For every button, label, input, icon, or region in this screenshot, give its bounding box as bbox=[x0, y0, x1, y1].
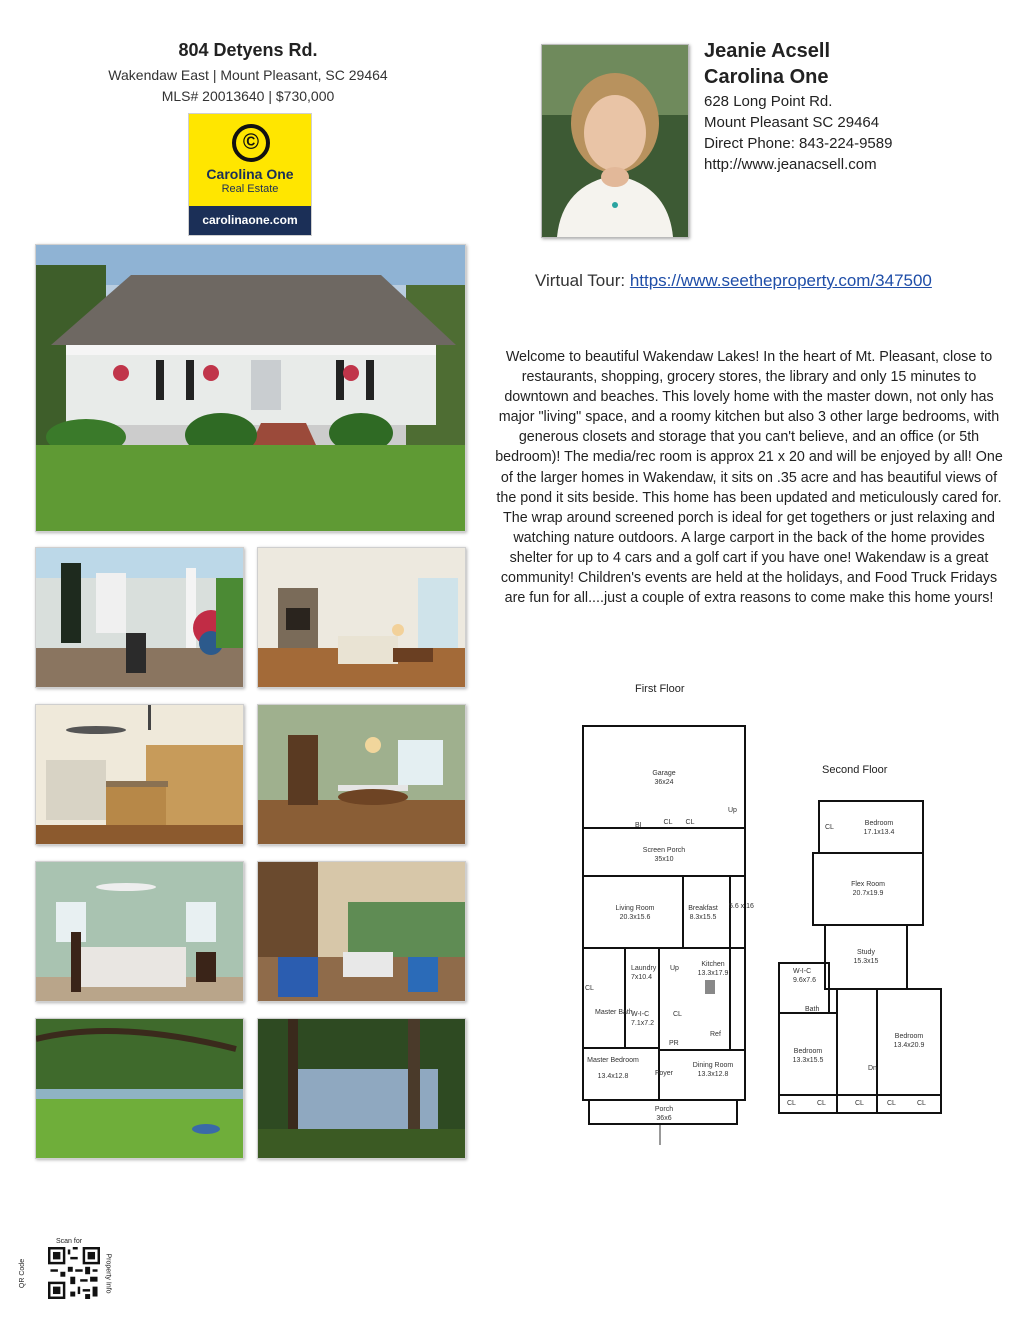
agent-website[interactable]: http://www.jeanacsell.com bbox=[704, 156, 877, 173]
agent-street: 628 Long Point Rd. bbox=[704, 93, 833, 110]
agent-photo bbox=[541, 44, 689, 238]
agent-company: Carolina One bbox=[704, 66, 829, 88]
fp1-wic: W-I-C bbox=[631, 1011, 650, 1018]
svg-text:17.1x13.4: 17.1x13.4 bbox=[863, 829, 895, 836]
agent-phone: Direct Phone: 843-224-9589 bbox=[704, 135, 893, 152]
fp2-closet-5: CL bbox=[887, 1100, 896, 1107]
fp2-flex-room: Flex Room bbox=[851, 881, 885, 888]
copyright-icon: © bbox=[232, 124, 270, 162]
fp1-living-room: Living Room bbox=[615, 905, 655, 912]
fp1-bi: BI bbox=[635, 822, 642, 829]
fp2-bedroom-3: Bedroom bbox=[894, 1033, 924, 1040]
yard-photo bbox=[35, 1018, 244, 1159]
porch-photo bbox=[35, 547, 244, 688]
fp2-bedroom-2: Bedroom bbox=[793, 1048, 823, 1055]
fp1-screen-porch: Screen Porch bbox=[642, 847, 686, 854]
bedroom-photo bbox=[35, 861, 244, 1002]
kitchen-photo bbox=[35, 704, 244, 845]
fp1-closet-3: CL bbox=[585, 985, 594, 992]
fp1-breakfast: Breakfast bbox=[688, 905, 718, 912]
svg-text:9.6x7.6: 9.6x7.6 bbox=[793, 977, 816, 984]
fp2-closet-4: CL bbox=[855, 1100, 864, 1107]
fp2-study: Study bbox=[857, 949, 875, 956]
svg-text:35x10: 35x10 bbox=[654, 856, 674, 863]
agent-city: Mount Pleasant SC 29464 bbox=[704, 114, 880, 131]
screen-porch-photo bbox=[257, 861, 466, 1002]
logo-url: carolinaone.com bbox=[189, 206, 311, 235]
living-room-photo bbox=[257, 547, 466, 688]
fp1-master-bath: Master Bath bbox=[595, 1009, 633, 1016]
fp1-foyer: Foyer bbox=[655, 1070, 673, 1077]
property-mls-price: MLS# 20013640 | $730,000 bbox=[161, 88, 335, 104]
fp2-closet-2: CL bbox=[787, 1100, 796, 1107]
fp2-bath: Bath bbox=[805, 1006, 820, 1013]
svg-text:13.3x15.5: 13.3x15.5 bbox=[792, 1057, 824, 1064]
first-floor-title: First Floor bbox=[635, 683, 685, 695]
fp2-down: Dn bbox=[868, 1065, 877, 1072]
fp1-side-dim: 5.6 x 16 bbox=[729, 903, 754, 910]
qr-top-text: Scan for bbox=[56, 1238, 83, 1245]
svg-text:7x10.4: 7x10.4 bbox=[631, 974, 653, 981]
fp1-garage: Garage bbox=[652, 770, 676, 777]
first-floor-plan bbox=[575, 720, 755, 1150]
fp1-closet-1: CL bbox=[663, 819, 673, 826]
property-area: Wakendaw East | Mount Pleasant, SC 29464 bbox=[108, 67, 388, 83]
logo-subtitle: Real Estate bbox=[221, 183, 279, 195]
svg-text:13.3x12.8: 13.3x12.8 bbox=[697, 1071, 729, 1078]
fp2-closet-1: CL bbox=[825, 824, 834, 831]
second-floor-plan bbox=[775, 795, 945, 1115]
svg-text:13.4x20.9: 13.4x20.9 bbox=[893, 1042, 925, 1049]
fp1-pr: PR bbox=[669, 1040, 679, 1047]
fp2-closet-6: CL bbox=[917, 1100, 926, 1107]
second-floor-title: Second Floor bbox=[822, 764, 888, 776]
svg-text:20.3x15.6: 20.3x15.6 bbox=[619, 914, 651, 921]
fp1-closet-4: CL bbox=[673, 1011, 682, 1018]
fp1-up-garage: Up bbox=[728, 807, 737, 814]
svg-text:13.4x12.8: 13.4x12.8 bbox=[597, 1073, 629, 1080]
exterior-photo bbox=[35, 244, 466, 532]
property-address: 804 Detyens Rd. bbox=[178, 40, 318, 60]
qr-right-text: Property Info bbox=[104, 1253, 112, 1294]
fp2-bedroom-1: Bedroom bbox=[864, 820, 894, 827]
svg-text:13.3x17.9: 13.3x17.9 bbox=[697, 970, 729, 977]
qr-left-text: QR Code bbox=[19, 1258, 27, 1289]
fp1-kitchen: Kitchen bbox=[701, 961, 725, 968]
fp2-wic: W-I-C bbox=[793, 968, 812, 975]
carolina-one-logo bbox=[188, 113, 312, 236]
logo-brand: Carolina One bbox=[206, 166, 294, 182]
fp1-laundry: Laundry bbox=[631, 965, 657, 972]
svg-text:36x24: 36x24 bbox=[654, 779, 674, 786]
svg-text:8.3x15.5: 8.3x15.5 bbox=[689, 914, 717, 921]
pond-photo bbox=[257, 1018, 466, 1159]
fp1-up: Up bbox=[670, 965, 679, 972]
svg-text:36x6: 36x6 bbox=[656, 1115, 672, 1122]
virtual-tour-link[interactable]: https://www.seetheproperty.com/347500 bbox=[629, 271, 932, 290]
svg-text:15.3x15: 15.3x15 bbox=[853, 958, 879, 965]
agent-name: Jeanie Acsell bbox=[704, 40, 831, 62]
property-description: Welcome to beautiful Wakendaw Lakes! In the heart of Mt. Pleasant, close to restaurants, shopping, grocery stores, the library and only 15 minutes to downtown and beaches. This lovely home with the master down, not only has major "living" space, and a roomy kitchen but also 3 other large bedrooms, with generous closets and storage that you can't believe, and an office (or 5th bedroom)! The media/rec room is approx 21 x 20 and will be enjoyed by all! One of the larger homes in Wakendaw, it sits on .35 acre and has beautiful views of the pond it sits beside. This home has been updated and meticulously cared for. The wrap around screened porch is ideal for get togethers or just relaxing and watching nature outdoors. A large carport in the back of the home provides shelter for up to 4 cars and a golf cart if you have one! Wakendaw is a great community! Children's events are held at the holidays, and Food Truck Fridays are fun for all....just a couple of extra reasons to come make this home yours! bbox=[495, 349, 1003, 607]
virtual-tour-label: Virtual Tour: bbox=[535, 271, 630, 290]
svg-text:20.7x19.9: 20.7x19.9 bbox=[852, 890, 884, 897]
fp1-dining-room: Dining Room bbox=[692, 1062, 734, 1069]
fp1-closet-2: CL bbox=[685, 819, 695, 826]
dining-room-photo bbox=[257, 704, 466, 845]
fp1-porch: Porch bbox=[654, 1106, 674, 1113]
fp1-ref: Ref bbox=[710, 1031, 721, 1038]
fp1-master-bedroom: Master Bedroom bbox=[587, 1057, 639, 1064]
qr-code[interactable] bbox=[48, 1247, 100, 1299]
svg-text:7.1x7.2: 7.1x7.2 bbox=[631, 1020, 654, 1027]
fp2-closet-3: CL bbox=[817, 1100, 826, 1107]
virtual-tour bbox=[535, 271, 932, 291]
